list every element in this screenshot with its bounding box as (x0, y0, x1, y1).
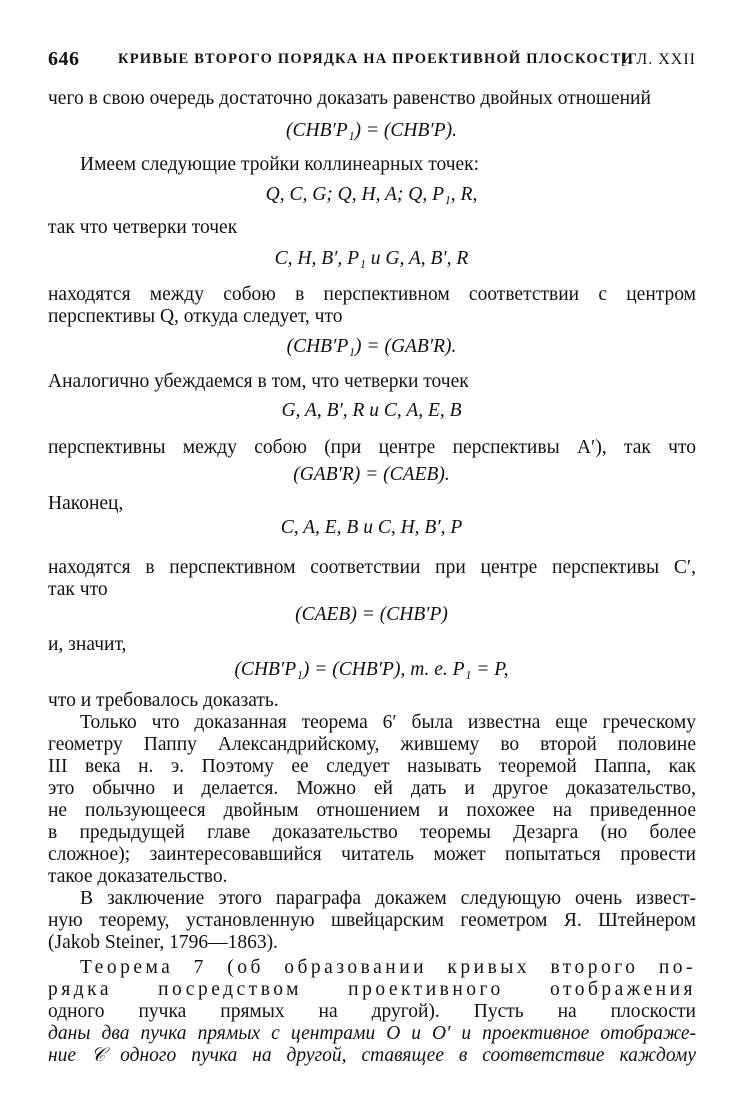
formula: C, H, B′, P₁ и G, A, B′, R (274, 248, 469, 269)
text-line: так что (48, 579, 108, 600)
text-line: такое доказательство. (48, 866, 228, 887)
formula: (CHB′P₁) = (GAB′R). (286, 336, 457, 357)
text-line: III века н. э. Поэтому ее следует называть теоремой Паппа, как (48, 756, 696, 777)
theorem-heading: одного пучка прямых на другой). Пусть на плоскости (48, 1001, 696, 1022)
text-line: это обычно и делается. Можно ей дать и другое доказательство, (48, 778, 696, 799)
formula: (CHB′P₁) = (CHB′P), т. е. P₁ = P, (234, 659, 509, 680)
text-line: находятся между собою в перспективном соответствии с центром (48, 284, 696, 305)
formula: C, A, E, B и C, H, B′, P (280, 517, 463, 538)
text-line: и, значит, (48, 634, 127, 655)
theorem-heading: рядка посредством проективного отображения (48, 979, 696, 1000)
formula: Q, C, G; Q, H, A; Q, P₁, R, (265, 184, 478, 205)
theorem-text: даны два пучка прямых с центрами O и O′ и проективное отображе- (48, 1023, 696, 1044)
chapter-label: [ГЛ. XXII (621, 51, 696, 68)
text-line: не пользующееся двойным отношением и похожее на приведенное (48, 800, 696, 821)
text-line: Только что доказанная теорема 6′ была известна еще греческому (80, 712, 696, 733)
text-line: Аналогично убеждаемся в том, что четверки точек (48, 371, 469, 392)
text-line: Имеем следующие тройки коллинеарных точек: (80, 154, 480, 175)
text-line: ную теорему, установленную швейцарским геометром Я. Штейнером (48, 910, 696, 931)
text-line: геометру Паппу Александрийскому, жившему во второй половине (48, 734, 696, 755)
text-line: перспективны между собою (при центре перспективы A′), так что (48, 437, 696, 458)
text-line: перспективы Q, откуда следует, что (48, 306, 343, 327)
theorem-text: ние 𝒞 одного пучка на другой, ставящее в соответствие каждому (48, 1045, 696, 1066)
formula: (CAEB) = (CHB′P) (295, 604, 448, 625)
text-line: находятся в перспективном соответствии при центре перспективы C′, (48, 557, 696, 578)
text-line: чего в свою очередь достаточно доказать равенство двойных отношений (48, 88, 651, 109)
theorem-heading: Теорема 7 (об образовании кривых второго по- (80, 957, 696, 978)
running-header (48, 48, 696, 74)
formula: G, A, B′, R и C, A, E, B (281, 400, 462, 421)
text-line: сложное); заинтересовавшийся читатель может попытаться провести (48, 844, 696, 865)
formula: (GAB′R) = (CAEB). (293, 464, 450, 485)
text-line: Наконец, (48, 493, 124, 514)
running-title: КРИВЫЕ ВТОРОГО ПОРЯДКА НА ПРОЕКТИВНОЙ ПЛОСКОСТИ (118, 51, 635, 67)
text-line: в предыдущей главе доказательство теоремы Дезарга (но более (48, 822, 696, 843)
text-line: (Jakob Steiner, 1796—1863). (48, 932, 278, 953)
text-line: В заключение этого параграфа докажем следующую очень извест- (80, 888, 696, 909)
text-line: что и требовалось доказать. (48, 690, 279, 711)
formula: (CHB′P₁) = (CHB′P). (286, 120, 457, 141)
page-number: 646 (48, 48, 80, 70)
text-line: так что четверки точек (48, 217, 238, 238)
